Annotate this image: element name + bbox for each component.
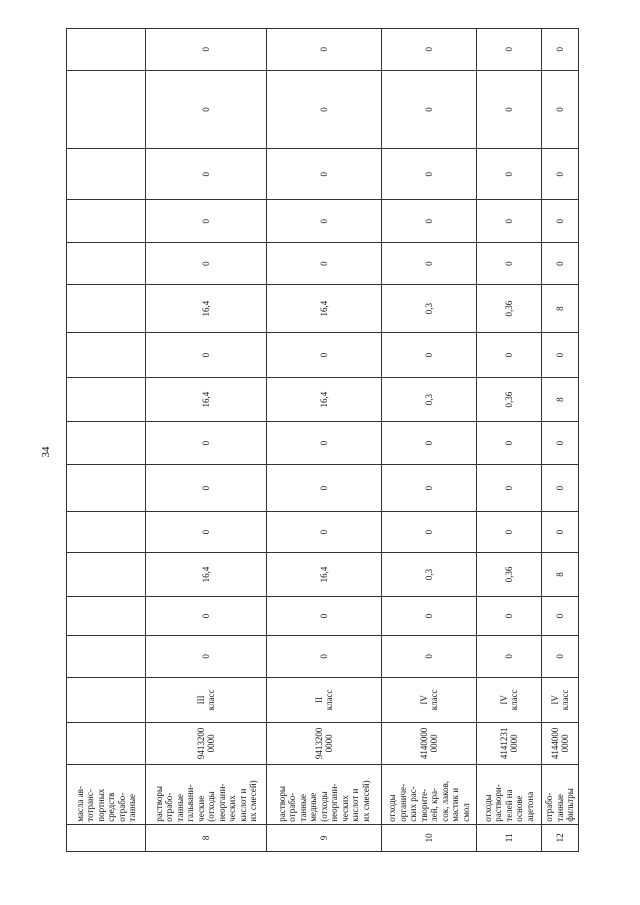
value-cell: 0 (542, 29, 579, 71)
hazard-class: IV класс (542, 678, 579, 722)
waste-code: 4141231 0000 (477, 722, 542, 764)
table-row (67, 29, 146, 852)
row-number: 12 (542, 824, 579, 851)
value-cell: 16,4 (146, 284, 267, 333)
rotated-table-frame (66, 28, 578, 852)
value-cell: 0 (477, 422, 542, 464)
waste-code: 9413200 0000 (267, 722, 382, 764)
value-cell (67, 333, 146, 377)
value-cell (67, 284, 146, 333)
value-cell (67, 597, 146, 635)
row-number: 8 (146, 824, 267, 851)
value-cell: 0 (267, 512, 382, 552)
waste-code: 9413200 0000 (146, 722, 267, 764)
value-cell: 8 (542, 552, 579, 596)
value-cell: 0 (382, 333, 477, 377)
waste-code: 4144000 0000 (542, 722, 579, 764)
hazard-class (67, 678, 146, 722)
value-cell: 0 (382, 149, 477, 200)
value-cell: 0 (477, 70, 542, 149)
waste-name: растворы отрабо- танные гальвани- ческие (отходы неоргани- ческих кислот и их смесей) (146, 765, 267, 825)
value-cell: 0 (146, 243, 267, 284)
value-cell: 16,4 (267, 284, 382, 333)
value-cell: 0 (146, 29, 267, 71)
value-cell: 0 (267, 199, 382, 242)
value-cell: 0 (477, 29, 542, 71)
value-cell: 0 (146, 512, 267, 552)
value-cell: 0 (146, 149, 267, 200)
value-cell: 0 (542, 422, 579, 464)
value-cell: 0 (542, 149, 579, 200)
value-cell: 0 (382, 70, 477, 149)
page-number: 34 (40, 446, 52, 458)
value-cell: 0 (267, 464, 382, 512)
value-cell: 0 (542, 464, 579, 512)
hazard-class: II класс (267, 678, 382, 722)
hazard-class: IV класс (382, 678, 477, 722)
value-cell: 0 (477, 464, 542, 512)
value-cell: 0 (382, 29, 477, 71)
value-cell: 0 (146, 199, 267, 242)
value-cell: 0,36 (477, 377, 542, 421)
value-cell (67, 552, 146, 596)
value-cell (67, 29, 146, 71)
value-cell: 0 (542, 512, 579, 552)
waste-name: отходы органиче- ских рас- творите- лей, кра- сок, лаков, мастик и смол (382, 765, 477, 825)
waste-name: масла ав- тотранс- портных средств отрабо- танные (67, 765, 146, 825)
value-cell: 0 (267, 635, 382, 677)
value-cell (67, 199, 146, 242)
value-cell: 0 (267, 29, 382, 71)
value-cell: 0,36 (477, 284, 542, 333)
value-cell: 0 (477, 199, 542, 242)
value-cell: 0 (146, 464, 267, 512)
value-cell: 0 (477, 512, 542, 552)
waste-table (66, 28, 579, 852)
value-cell: 0 (146, 597, 267, 635)
value-cell: 16,4 (146, 552, 267, 596)
row-number: 10 (382, 824, 477, 851)
waste-code (67, 722, 146, 764)
table-row (267, 29, 382, 852)
row-number: 11 (477, 824, 542, 851)
value-cell: 0 (477, 635, 542, 677)
value-cell: 0 (382, 512, 477, 552)
value-cell: 0 (542, 597, 579, 635)
value-cell: 0 (267, 243, 382, 284)
value-cell: 0 (267, 149, 382, 200)
value-cell: 0 (382, 243, 477, 284)
value-cell: 0 (542, 333, 579, 377)
value-cell: 0 (542, 635, 579, 677)
value-cell: 0 (477, 243, 542, 284)
value-cell: 0 (542, 199, 579, 242)
table-row (146, 29, 267, 852)
value-cell: 8 (542, 284, 579, 333)
value-cell: 0,3 (382, 284, 477, 333)
table-row (477, 29, 542, 852)
value-cell: 16,4 (146, 377, 267, 421)
table-row (382, 29, 477, 852)
value-cell: 0 (542, 70, 579, 149)
value-cell: 0,36 (477, 552, 542, 596)
value-cell: 0 (146, 70, 267, 149)
value-cell: 0 (382, 597, 477, 635)
value-cell: 0,3 (382, 377, 477, 421)
value-cell (67, 512, 146, 552)
value-cell: 0 (146, 333, 267, 377)
value-cell: 0 (146, 635, 267, 677)
waste-name: отрабо- танные фильтры (542, 765, 579, 825)
value-cell: 0 (382, 199, 477, 242)
table-row (542, 29, 579, 852)
value-cell: 16,4 (267, 552, 382, 596)
value-cell: 16,4 (267, 377, 382, 421)
waste-name: растворы отрабо- танные медные (отходы неоргани- ческих кислот и их смесей) (267, 765, 382, 825)
value-cell: 0 (382, 464, 477, 512)
value-cell (67, 70, 146, 149)
waste-code: 4140000 0000 (382, 722, 477, 764)
value-cell (67, 377, 146, 421)
value-cell: 0 (267, 333, 382, 377)
value-cell: 0 (267, 597, 382, 635)
value-cell (67, 149, 146, 200)
waste-name: отходы раствори- телей на основе ацетона (477, 765, 542, 825)
value-cell: 0 (382, 635, 477, 677)
value-cell: 0 (542, 243, 579, 284)
hazard-class: IV класс (477, 678, 542, 722)
row-number: 9 (267, 824, 382, 851)
value-cell: 0 (477, 333, 542, 377)
value-cell: 0 (146, 422, 267, 464)
value-cell: 0 (382, 422, 477, 464)
value-cell: 0,3 (382, 552, 477, 596)
row-number (67, 824, 146, 851)
value-cell (67, 464, 146, 512)
value-cell: 0 (267, 70, 382, 149)
hazard-class: III класс (146, 678, 267, 722)
value-cell (67, 635, 146, 677)
value-cell: 0 (477, 597, 542, 635)
value-cell: 0 (267, 422, 382, 464)
value-cell: 0 (477, 149, 542, 200)
value-cell: 8 (542, 377, 579, 421)
value-cell (67, 422, 146, 464)
value-cell (67, 243, 146, 284)
rotated-table-content (66, 28, 578, 852)
